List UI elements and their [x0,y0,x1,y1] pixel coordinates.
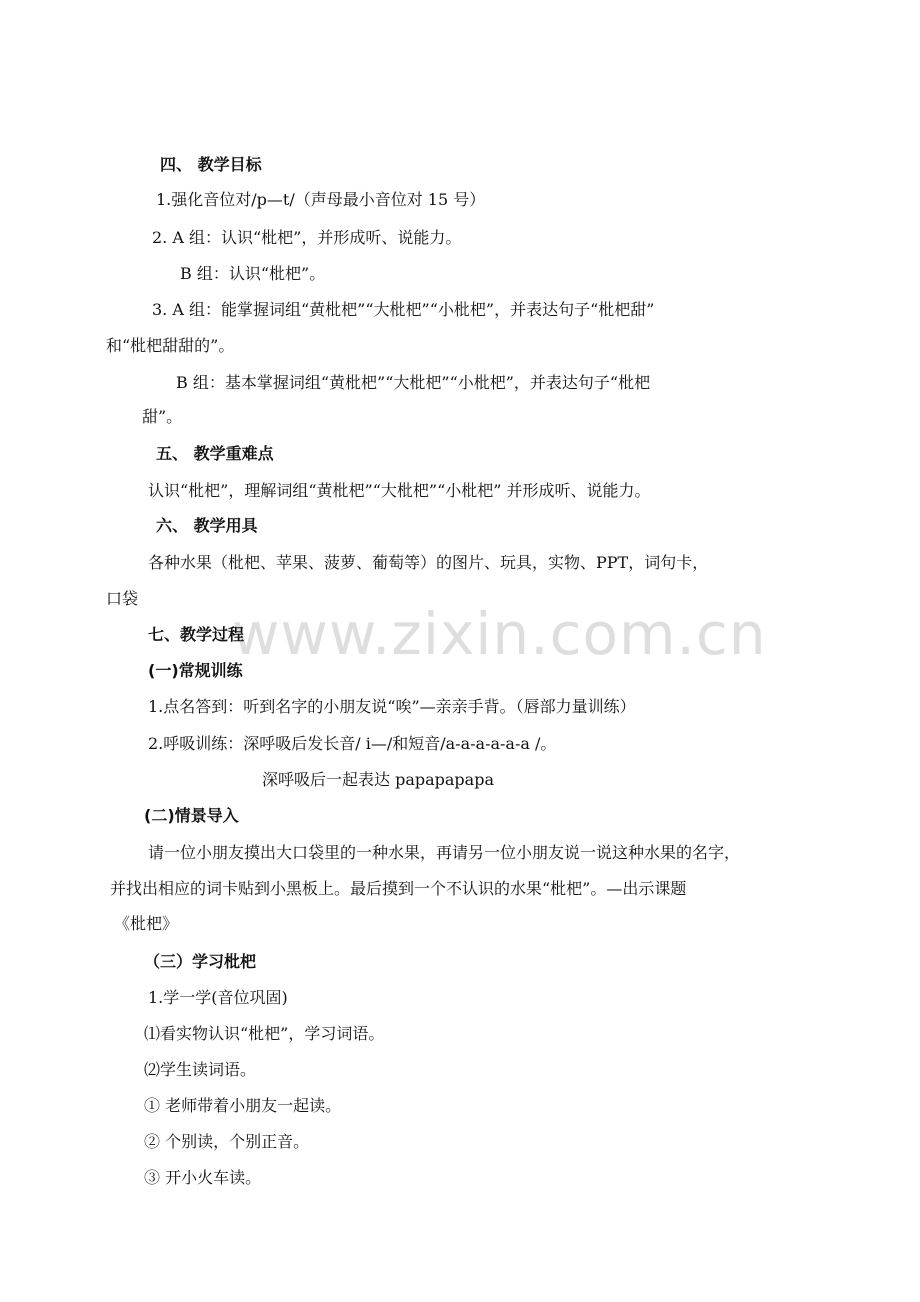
subheading-routine-training: (一)常规训练 [148,661,243,680]
goal-3-group-a-cont: 和“枇杷甜甜的”。 [106,336,235,355]
scenario-text-cont: 并找出相应的词卡贴到小黑板上。最后摸到一个不认识的水果“枇杷”。—出示课题 [110,879,687,898]
learn-step-1-b: ⑵学生读词语。 [144,1060,257,1079]
heading-teaching-goals: 四、 教学目标 [160,155,262,174]
routine-item-2-cont: 深呼吸后一起表达 papapapapa [262,770,494,789]
key-points-text: 认识“枇杷”，理解词组“黄枇杷”“大枇杷”“小枇杷” 并形成听、说能力。 [148,481,651,500]
teaching-aids-text-cont: 口袋 [106,589,139,608]
heading-teaching-process: 七、教学过程 [148,625,245,644]
lesson-title: 《枇杷》 [114,914,179,933]
subheading-learn-loquat: （三）学习枇杷 [144,952,257,971]
subheading-scenario-intro: (二)情景导入 [144,806,239,825]
scenario-text: 请一位小朋友摸出大口袋里的一种水果，再请另一位小朋友说一说这种水果的名字， [148,843,741,862]
goal-2-group-a: 2. A 组：认识“枇杷”，并形成听、说能力。 [152,228,462,247]
heading-teaching-aids: 六、 教学用具 [156,516,258,535]
goal-2-group-b: B 组：认识“枇杷”。 [180,264,326,283]
routine-item-2: 2.呼吸训练：深呼吸后发长音/ i—/和短音/a-a-a-a-a-a /。 [148,734,557,753]
goal-3-group-b-cont: 甜”。 [142,407,183,426]
watermark: www.zixin.com.cn [232,600,767,668]
heading-key-points: 五、 教学重难点 [156,444,274,463]
goal-3-group-b: B 组：基本掌握词组“黄枇杷”“大枇杷”“小枇杷”，并表达句子“枇杷 [176,373,651,392]
learn-step-1-a: ⑴看实物认识“枇杷”，学习词语。 [144,1024,385,1043]
reading-item-1: ① 老师带着小朋友一起读。 [144,1096,342,1115]
learn-step-1: 1.学一学(音位巩固) [148,988,288,1007]
reading-item-2: ② 个别读，个别正音。 [144,1132,310,1151]
routine-item-1: 1.点名答到：听到名字的小朋友说“唉”—亲亲手背。（唇部力量训练） [148,697,636,716]
goal-3-group-a: 3. A 组：能掌握词组“黄枇杷”“大枇杷”“小枇杷”，并表达句子“枇杷甜” [152,300,655,319]
teaching-aids-text: 各种水果（枇杷、苹果、菠萝、葡萄等）的图片、玩具，实物、PPT，词句卡， [148,553,709,572]
reading-item-3: ③ 开小火车读。 [144,1168,262,1187]
goal-1: 1.强化音位对/p—t/（声母最小音位对 15 号） [156,190,486,209]
